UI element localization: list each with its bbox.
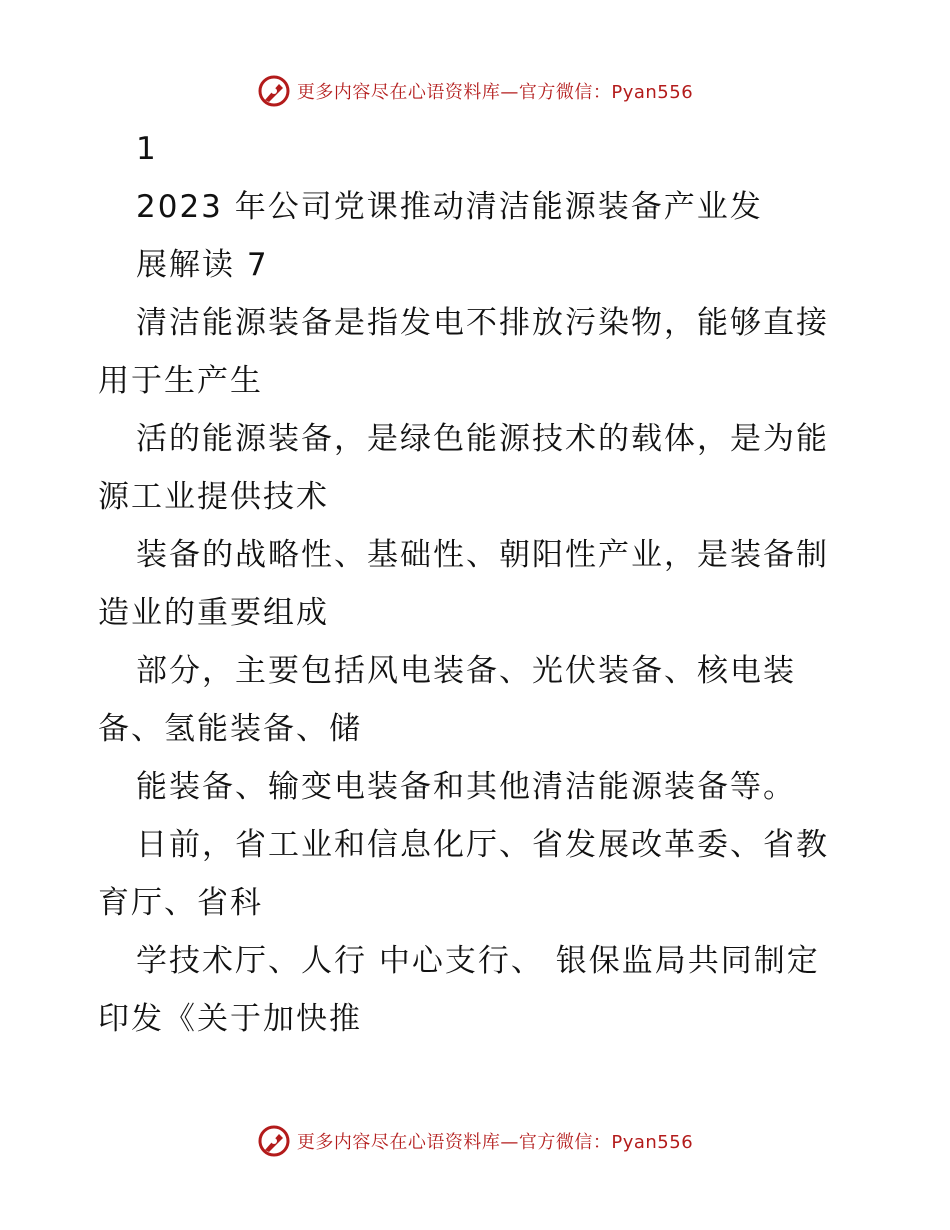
text-line: 清洁能源装备是指发电不排放污染物，能够直接 [136,305,829,341]
text-line: 能装备、输变电装备和其他清洁能源装备等。 [136,769,796,805]
watermark-text: 更多内容尽在心语资料库—官方微信：Pyan556 [296,82,694,103]
text-line: 1 [136,131,158,167]
document-body [98,120,858,1048]
text-line: 学技术厅、人行 中心支行、 银保监局共同制定 [136,943,820,979]
text-line: 装备的战略性、基础性、朝阳性产业，是装备制 [136,537,829,573]
text-line: 用于生产生 [98,363,263,399]
footer-watermark [0,1121,950,1161]
text-line: 活的能源装备，是绿色能源技术的载体，是为能 [136,421,829,457]
text-line: 日前，省工业和信息化厅、省发展改革委、省教 [136,827,829,863]
text-line: 印发《关于加快推 [98,1001,362,1037]
text-line: 源工业提供技术 [98,479,329,515]
watermark-text: 更多内容尽在心语资料库—官方微信：Pyan556 [296,1132,694,1153]
text-line: 造业的重要组成 [98,595,329,631]
text-line: 备、氢能装备、储 [98,711,362,747]
text-line: 部分，主要包括风电装备、光伏装备、核电装 [136,653,796,689]
pen-logo-icon [257,74,291,108]
text-line: 育厅、省科 [98,885,263,921]
text-line: 展解读 7 [136,247,269,283]
text-line: 2023 年公司党课推动清洁能源装备产业发 [136,189,763,225]
header-watermark [0,71,950,111]
pen-logo-icon [257,1124,291,1158]
